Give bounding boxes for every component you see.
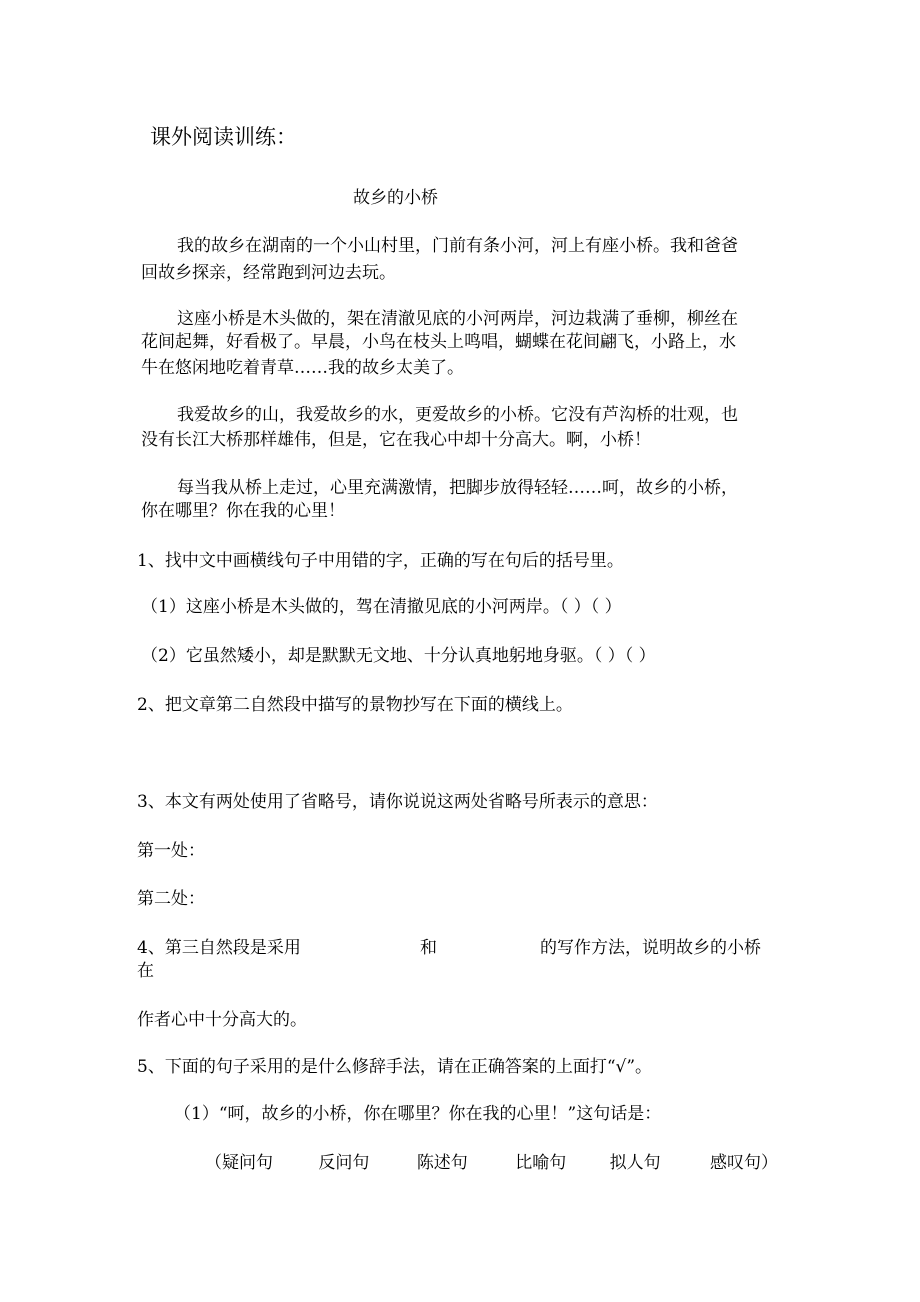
option-niren[interactable]: 拟人句 <box>609 1153 661 1173</box>
question-4-part-4: 在 <box>137 961 154 981</box>
question-2: 2、把文章第二自然段中描写的景物抄写在下面的横线上。 <box>137 695 573 715</box>
question-5-options <box>205 1152 778 1174</box>
article-title: 故乡的小桥 <box>353 188 438 208</box>
question-5-item-1: （1）“呵，故乡的小桥，你在哪里？你在我的心里！”这句话是： <box>174 1104 662 1124</box>
option-gantan[interactable]: 感叹句） <box>710 1153 779 1173</box>
option-fanwen[interactable]: 反问句 <box>318 1153 370 1173</box>
question-1-item-2: （2）它虽然矮小，却是默默无文地、十分认真地躬地身驱。（ ）（ ） <box>141 646 656 666</box>
paragraph-1-line-1: 我的故乡在湖南的一个小山村里，门前有条小河，河上有座小桥。我和爸爸 <box>177 236 738 256</box>
question-3: 3、本文有两处使用了省略号，请你说说这两处省略号所表示的意思： <box>137 792 658 812</box>
paragraph-1-line-2: 回故乡探亲，经常跑到河边去玩。 <box>141 263 396 283</box>
question-4-part-1: 4、第三自然段是采用 <box>137 938 301 958</box>
option-biyu[interactable]: 比喻句 <box>515 1153 567 1173</box>
question-3-second: 第二处： <box>137 889 205 909</box>
option-yiwen[interactable]: （疑问句 <box>205 1153 273 1173</box>
question-1: 1、找中文中画横线句子中用错的字，正确的写在句后的括号里。 <box>137 551 624 571</box>
question-5: 5、下面的句子采用的是什么修辞手法，请在正确答案的上面打“√”。 <box>137 1057 653 1077</box>
option-chenshu[interactable]: 陈述句 <box>416 1153 468 1173</box>
paragraph-2-line-1: 这座小桥是木头做的，架在清澈见底的小河两岸，河边栽满了垂柳，柳丝在 <box>177 309 738 329</box>
paragraph-2-line-3: 牛在悠闲地吃着青草……我的故乡太美了。 <box>141 358 464 378</box>
question-4-line-2: 作者心中十分高大的。 <box>137 1010 307 1030</box>
question-4-part-2: 和 <box>420 938 437 958</box>
question-1-item-1: （1）这座小桥是木头做的，驾在清撤见底的小河两岸。（ ）（ ） <box>141 597 622 617</box>
question-4-part-3: 的写作方法，说明故乡的小桥 <box>540 938 761 958</box>
paragraph-2-line-2: 花间起舞，好看极了。早晨，小鸟在枝头上鸣唱，蝴蝶在花间翩飞，小路上，水 <box>141 332 736 352</box>
paragraph-3-line-1: 我爱故乡的山，我爱故乡的水，更爱故乡的小桥。它没有芦沟桥的壮观，也 <box>177 405 738 425</box>
question-3-first: 第一处： <box>137 841 205 861</box>
paragraph-4-line-2: 你在哪里？你在我的心里！ <box>141 501 345 521</box>
paragraph-4-line-1: 每当我从桥上走过，心里充满激情，把脚步放得轻轻……呵，故乡的小桥， <box>177 478 738 498</box>
paragraph-3-line-2: 没有长江大桥那样雄伟，但是，它在我心中却十分高大。啊，小桥！ <box>141 430 651 450</box>
page-heading: 课外阅读训练： <box>150 125 297 149</box>
